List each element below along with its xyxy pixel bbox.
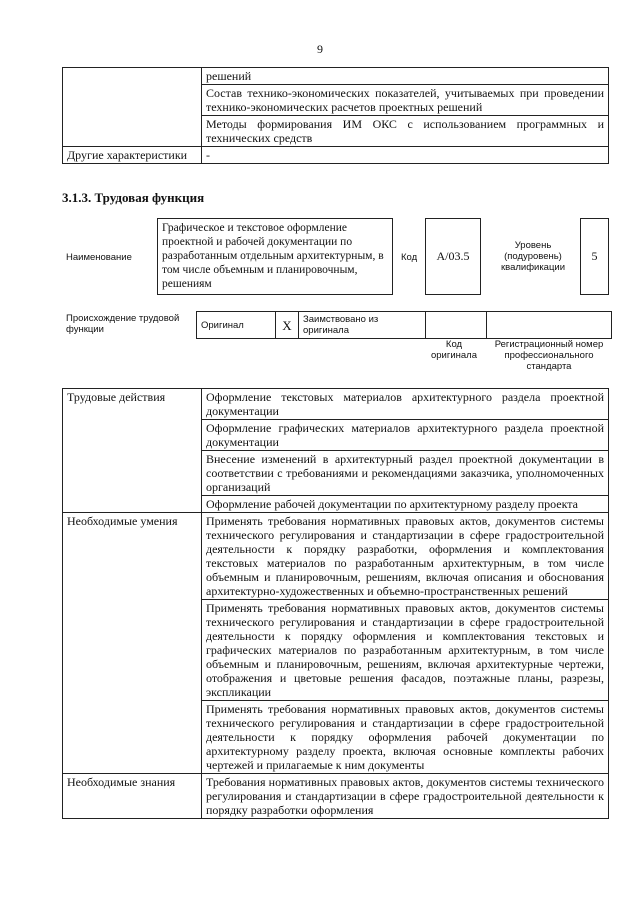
level-box: 5	[580, 218, 609, 295]
table-cell: -	[202, 147, 609, 164]
table-cell: Оформление графических материалов архитектурного раздела проектной документации	[202, 420, 609, 451]
table-row	[63, 147, 609, 164]
borrowed-label: Заимствовано из оригинала	[299, 312, 426, 339]
origin-label: Происхождение трудовой функции	[66, 313, 180, 335]
table-cell: решений	[202, 68, 609, 85]
table-row	[197, 312, 612, 339]
table-row	[63, 68, 609, 85]
table-cell: Состав технико-экономических показателей, учитываемых при проведении технико-экономических расчетов проектных решений	[202, 85, 609, 116]
page-number: 9	[317, 42, 323, 56]
table-cell: Методы формирования ИМ ОКС с использованием программных и технических средств	[202, 116, 609, 147]
group-label: Трудовые действия	[63, 389, 202, 513]
function-name-box: Графическое и текстовое оформление проектной и рабочей документации по разработанным отдельным архитектурным, в том числе объемным и планировочным, решениям	[157, 218, 393, 295]
table-row	[63, 389, 609, 420]
code-caption: Код оригинала	[430, 339, 477, 361]
table-cell: Оформление рабочей документации по архитектурному разделу проекта	[202, 496, 609, 513]
original-mark: X	[276, 312, 299, 339]
row-label	[63, 68, 202, 147]
main-table	[62, 388, 609, 819]
group-label: Необходимые знания	[63, 774, 202, 819]
table-cell: Требования нормативных правовых актов, документов системы технического регулирования и стандартизации в сфере градостроительной деятельности к порядку разработки оформления	[202, 774, 609, 819]
origin-table	[196, 311, 612, 339]
row-label: Другие характеристики	[63, 147, 202, 164]
group-label: Необходимые умения	[63, 513, 202, 774]
code-label: Код	[401, 252, 418, 263]
table-cell: Применять требования нормативных правовых актов, документов системы технического регулирования и стандартизации в сфере градостроительной деятельности к порядку разработки, оформления и комплектования текстовых материалов по разработанным архитектурным, в том числе объемным и планировочным, решениям, включая описания и обоснования архитектурно-художественных и объемно-пространственных решений	[202, 513, 609, 600]
section-title: 3.1.3. Трудовая функция	[62, 190, 205, 205]
reg-caption: Регистрационный номер профессионального стандарта	[494, 339, 604, 372]
original-code-cell	[426, 312, 487, 339]
function-code-box: A/03.5	[425, 218, 481, 295]
top-table	[62, 67, 609, 164]
table-cell: Применять требования нормативных правовых актов, документов системы технического регулирования и стандартизации в сфере градостроительной деятельности к порядку оформления и комплектования текстовых и графических материалов по разработанным архитектурным, в том числе объемным и планировочным, решениям, включая архитектурные чертежи, отображения и цветовые решения фасадов, поэтажные планы, разрезы, экспликации	[202, 600, 609, 701]
table-cell: Оформление текстовых материалов архитектурного раздела проектной документации	[202, 389, 609, 420]
level-label: Уровень (подуровень) квалификации	[500, 240, 566, 273]
table-cell: Применять требования нормативных правовых актов, документов системы технического регулирования и стандартизации в сфере градостроительной деятельности к порядку оформления рабочей документации по архитектурному разделу проекта, включая основные комплекты рабочих чертежей и прилагаемые к ним документы	[202, 701, 609, 774]
table-row	[63, 513, 609, 600]
table-row	[63, 774, 609, 819]
table-cell: Внесение изменений в архитектурный раздел проектной документации в соответствии с требованиями и рекомендациями заказчика, уполномоченных организаций	[202, 451, 609, 496]
original-label: Оригинал	[197, 312, 276, 339]
reg-number-cell	[487, 312, 612, 339]
name-label: Наименование	[66, 252, 132, 263]
